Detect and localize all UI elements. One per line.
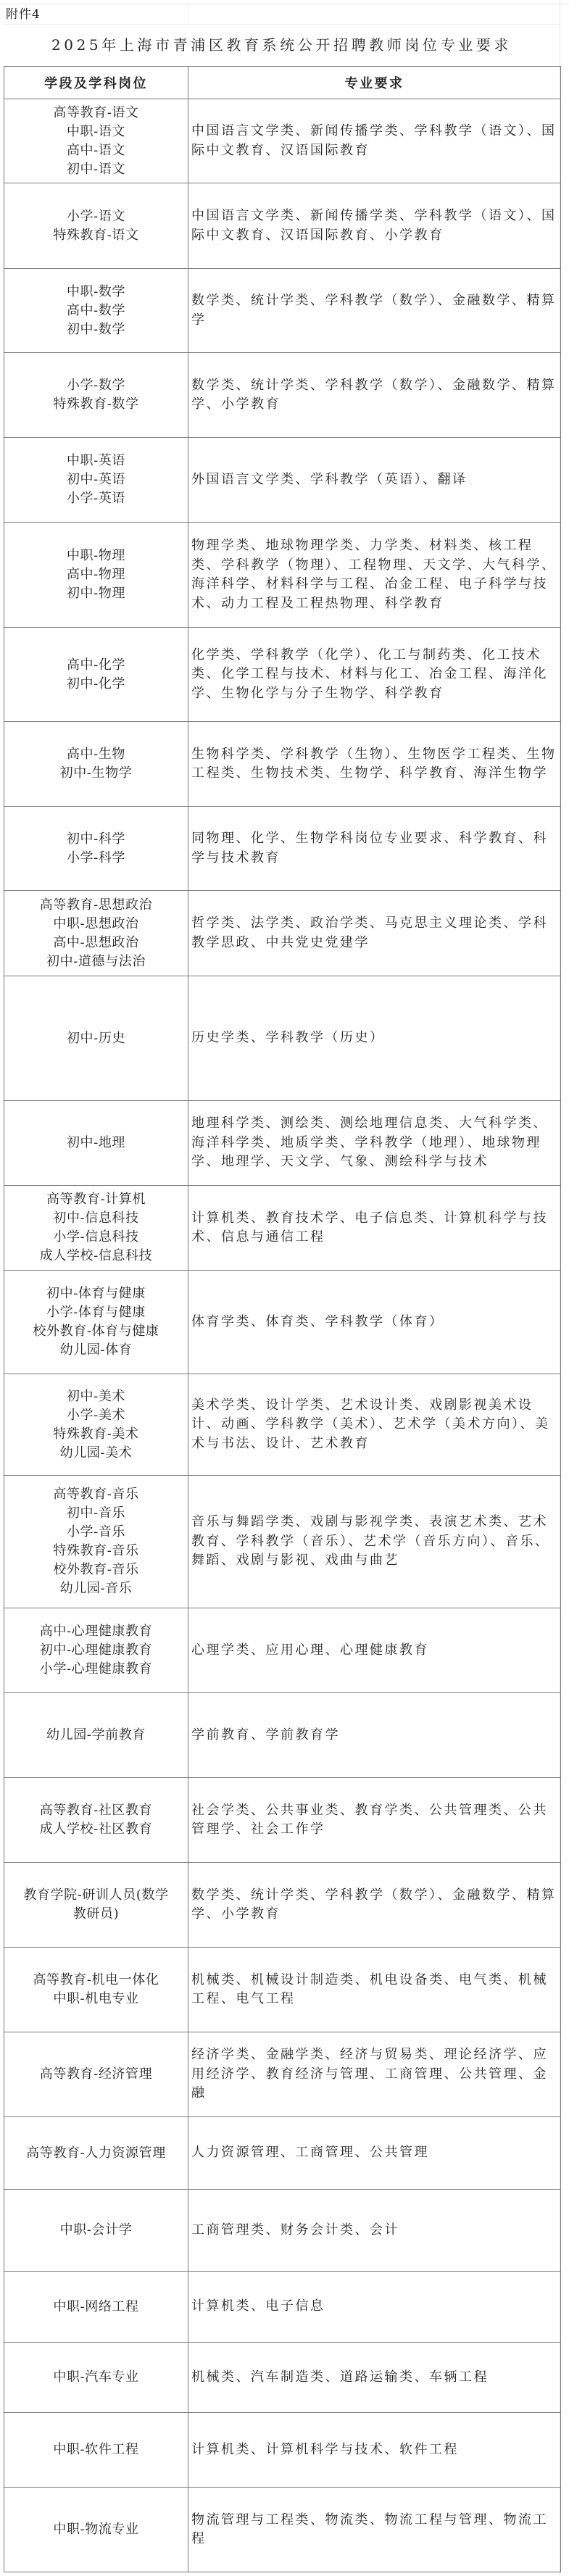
position-name: 小学-音乐 (66, 1524, 126, 1540)
requirement-cell: 数学类、统计学类、学科教学（数学）、金融数学、精算学、小学教育 (188, 353, 561, 438)
requirement-cell: 中国语言文学类、新闻传播学类、学科教学（语文）、国际中文教育、汉语国际教育、小学教育 (188, 183, 561, 269)
table-row (4, 891, 561, 976)
position-name: 中职-物理 (66, 548, 126, 563)
requirement-cell: 同物理、化学、生物学科岗位专业要求、科学教育、科学与技术教育 (188, 807, 561, 891)
table-body (4, 99, 561, 2572)
position-cell (4, 2272, 188, 2343)
requirement-cell: 机械类、机械设计制造类、机电设备类、电气类、机械工程、电气工程 (188, 1948, 561, 2032)
table-row (4, 1101, 561, 1186)
requirement-cell: 数学类、统计学类、学科教学（数学）、金融数学、精算学 (188, 269, 561, 353)
position-name: 高中-思想政治 (53, 934, 139, 950)
position-name: 中职-数学 (66, 283, 126, 299)
requirement-cell: 外国语言文学类、学科教学（英语）、翻译 (188, 438, 561, 523)
requirement-cell: 心理学类、应用心理、心理健康教育 (188, 1608, 561, 1693)
position-cell (4, 2413, 188, 2488)
position-cell (4, 1608, 188, 1693)
position-name: 小学-语文 (66, 208, 126, 224)
table-row (4, 807, 561, 891)
requirement-cell: 计算机类、计算机科学与技术、软件工程 (188, 2413, 561, 2488)
table-row (4, 2117, 561, 2190)
position-name: 教育学院-研训人员(数学 (23, 1887, 169, 1903)
position-cell (4, 1476, 188, 1608)
requirement-cell: 工商管理类、财务会计类、会计 (188, 2190, 561, 2272)
position-name: 初中-历史 (66, 1030, 126, 1046)
position-cell (4, 438, 188, 523)
position-name: 初中-道德与法治 (46, 953, 146, 969)
position-name: 特殊教育-音乐 (53, 1543, 139, 1558)
requirement-cell: 机械类、汽车制造类、道路运输类、车辆工程 (188, 2343, 561, 2413)
table-row (4, 2343, 561, 2413)
position-name: 高中-心理健康教育 (39, 1624, 153, 1639)
position-name: 特殊教育-数学 (53, 396, 139, 412)
position-cell (4, 1186, 188, 1271)
position-name: 初中-化学 (66, 676, 126, 691)
position-name: 高等教育-人力资源管理 (26, 2145, 166, 2161)
position-name: 中职-思想政治 (53, 915, 139, 931)
position-cell (4, 2488, 188, 2572)
position-name: 小学-英语 (66, 491, 126, 506)
table-row (4, 976, 561, 1101)
position-name: 中职-物流专业 (53, 2522, 139, 2537)
position-name: 高等教育-社区教育 (39, 1803, 153, 1818)
position-name: 中职-软件工程 (53, 2442, 139, 2457)
table-row (4, 1863, 561, 1948)
position-cell (4, 2343, 188, 2413)
annex-label: 附件4 (6, 7, 41, 22)
table-row (4, 353, 561, 438)
position-cell (4, 1374, 188, 1476)
position-name: 中职-网络工程 (53, 2298, 139, 2314)
position-cell (4, 1948, 188, 2032)
requirement-cell: 历史学类、学科教学（历史） (188, 976, 561, 1101)
position-name: 小学-美术 (66, 1407, 126, 1423)
position-name: 成人学校-信息科技 (39, 1248, 153, 1263)
table-header-row (4, 67, 561, 99)
position-cell (4, 628, 188, 722)
column-header-position: 学段及学科岗位 (4, 67, 188, 99)
page-title: 2025年上海市青浦区教育系统公开招聘教师岗位专业要求 (51, 36, 512, 54)
position-cell (4, 2032, 188, 2117)
position-name: 特殊教育-语文 (53, 227, 139, 243)
requirement-cell: 物流管理与工程类、物流类、物流工程与管理、物流工程 (188, 2488, 561, 2572)
table-row (4, 183, 561, 269)
position-name: 初中-美术 (66, 1388, 126, 1404)
requirement-cell: 地理科学类、测绘类、测绘地理信息类、大气科学类、海洋科学类、地质学类、学科教学（地理）、地球物理学、地理学、天文学、气象、测绘科学与技术 (188, 1101, 561, 1186)
position-name: 高中-数学 (66, 302, 126, 318)
requirement-cell: 人力资源管理、工商管理、公共管理 (188, 2117, 561, 2190)
position-name: 中职-机电专业 (53, 1991, 139, 2006)
position-name: 教研员) (72, 1906, 120, 1921)
table-row (4, 1186, 561, 1271)
requirement-cell: 数学类、统计学类、学科教学（数学）、金融数学、精算学、小学教育 (188, 1863, 561, 1948)
table-row (4, 523, 561, 628)
position-name: 初中-信息科技 (53, 1210, 139, 1226)
table-row (4, 438, 561, 523)
position-name: 初中-数学 (66, 321, 126, 337)
position-name: 校外教育-体育与健康 (33, 1324, 159, 1339)
position-name: 初中-语文 (66, 161, 126, 177)
requirement-cell: 化学类、学科教学（化学）、化工与制药类、化工技术类、化学工程与技术、材料与化工、冶金工程、海洋化学、生物化学与分子生物学、科学教育 (188, 628, 561, 722)
position-name: 小学-科学 (66, 849, 126, 865)
position-name: 小学-心理健康教育 (39, 1661, 153, 1677)
requirement-cell: 生物科学类、学科教学（生物）、生物医学工程类、生物工程类、生物技术类、生物学、科学教育、海洋生物学 (188, 722, 561, 807)
position-name: 幼儿园-学前教育 (46, 1727, 146, 1742)
position-name: 初中-音乐 (66, 1505, 126, 1521)
position-name: 特殊教育-美术 (53, 1426, 139, 1442)
requirement-cell: 学前教育、学前教育学 (188, 1693, 561, 1778)
table-row (4, 1608, 561, 1693)
position-name: 初中-生物学 (59, 765, 133, 781)
position-name: 高等教育-机电一体化 (33, 1972, 159, 1987)
column-header-requirement: 专业要求 (188, 67, 561, 99)
position-cell (4, 99, 188, 183)
table-row (4, 2272, 561, 2343)
position-name: 初中-物理 (66, 586, 126, 601)
position-name: 初中-科学 (66, 831, 126, 847)
position-cell (4, 1778, 188, 1863)
position-name: 高中-物理 (66, 567, 126, 582)
position-name: 小学-数学 (66, 378, 126, 393)
position-cell (4, 1693, 188, 1778)
requirements-table (4, 66, 561, 2572)
table-row (4, 1778, 561, 1863)
requirement-cell: 物理学类、地球物理学类、力学类、材料类、核工程类、学科教学（物理）、工程物理、天文学、大气科学、海洋科学、材料科学与工程、冶金工程、电子科学与技术、动力工程及工程热物理、科学教育 (188, 523, 561, 628)
table-row (4, 2413, 561, 2488)
position-name: 小学-体育与健康 (46, 1305, 146, 1320)
position-cell (4, 891, 188, 976)
position-cell (4, 807, 188, 891)
position-cell (4, 722, 188, 807)
position-cell (4, 269, 188, 353)
position-cell (4, 2117, 188, 2190)
position-name: 校外教育-音乐 (53, 1562, 139, 1577)
position-name: 高中-语文 (66, 142, 126, 158)
table-row (4, 628, 561, 722)
position-cell (4, 1863, 188, 1948)
position-name: 初中-地理 (66, 1135, 126, 1150)
position-name: 小学-信息科技 (53, 1229, 139, 1245)
position-name: 初中-体育与健康 (46, 1286, 146, 1301)
requirement-cell: 美术学类、设计学类、艺术设计类、戏剧影视美术设计、动画、学科教学（美术）、艺术学（美术方向）、美术与书法、设计、艺术教育 (188, 1374, 561, 1476)
position-name: 初中-英语 (66, 472, 126, 487)
position-name: 初中-心理健康教育 (39, 1642, 153, 1658)
table-row (4, 1271, 561, 1374)
position-name: 高等教育-音乐 (53, 1487, 139, 1502)
table-row (4, 1374, 561, 1476)
requirement-cell: 计算机类、电子信息 (188, 2272, 561, 2343)
table-row (4, 1948, 561, 2032)
position-cell (4, 353, 188, 438)
position-name: 中职-语文 (66, 123, 126, 139)
requirement-cell: 音乐与舞蹈学类、戏剧与影视学类、表演艺术类、艺术教育、学科教学（音乐）、艺术学（音乐方向）、音乐、舞蹈、戏剧与影视、戏曲与曲艺 (188, 1476, 561, 1608)
table-row (4, 2488, 561, 2572)
position-name: 幼儿园-美术 (59, 1445, 133, 1461)
position-name: 幼儿园-音乐 (59, 1581, 133, 1596)
position-name: 高等教育-计算机 (46, 1192, 146, 1207)
table-row (4, 722, 561, 807)
position-name: 中职-汽车专业 (53, 2369, 139, 2385)
requirement-cell: 计算机类、教育技术学、电子信息类、计算机科学与技术、信息与通信工程 (188, 1186, 561, 1271)
table-row (4, 269, 561, 353)
position-name: 中职-会计学 (59, 2222, 133, 2238)
requirement-cell: 中国语言文学类、新闻传播学类、学科教学（语文）、国际中文教育、汉语国际教育 (188, 99, 561, 183)
requirement-cell: 哲学类、法学类、政治学类、马克思主义理论类、学科教学思政、中共党史党建学 (188, 891, 561, 976)
table-row (4, 99, 561, 183)
position-name: 幼儿园-体育 (59, 1342, 133, 1358)
requirement-cell: 体育学类、体育类、学科教学（体育） (188, 1271, 561, 1374)
table-row (4, 2032, 561, 2117)
table-row (4, 1693, 561, 1778)
position-name: 高等教育-思想政治 (39, 897, 153, 913)
position-cell (4, 2190, 188, 2272)
position-name: 高等教育-经济管理 (39, 2066, 153, 2082)
requirement-cell: 经济学类、金融学类、经济与贸易类、理论经济学、应用经济学、教育经济与管理、工商管理、公共管理、金融 (188, 2032, 561, 2117)
requirement-cell: 社会学类、公共事业类、教育学类、公共管理类、公共管理学、社会工作学 (188, 1778, 561, 1863)
position-cell (4, 523, 188, 628)
position-cell (4, 183, 188, 269)
position-name: 高等教育-语文 (53, 104, 139, 120)
position-name: 中职-英语 (66, 453, 126, 468)
table-row (4, 1476, 561, 1608)
position-cell (4, 976, 188, 1101)
position-cell (4, 1101, 188, 1186)
position-name: 高中-化学 (66, 657, 126, 673)
position-name: 成人学校-社区教育 (39, 1821, 153, 1837)
table-row (4, 2190, 561, 2272)
position-name: 高中-生物 (66, 747, 126, 762)
position-cell (4, 1271, 188, 1374)
